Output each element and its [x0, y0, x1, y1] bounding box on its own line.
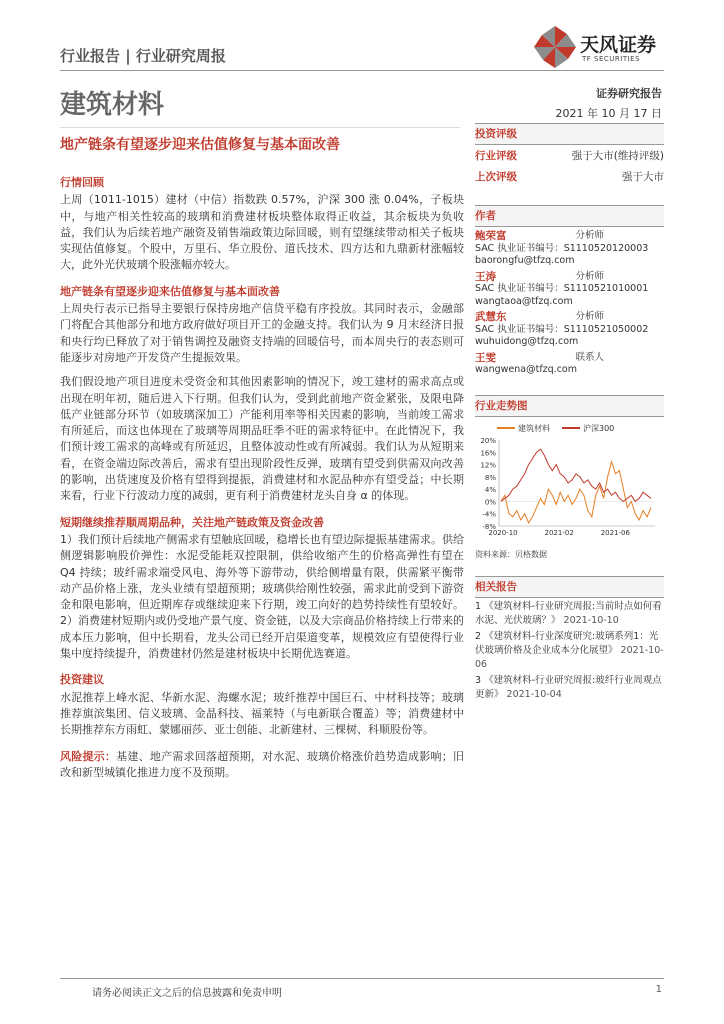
risk-paragraph [60, 749, 464, 782]
related-list [475, 600, 664, 702]
report-date: 2021 年 10 月 17 日 [555, 107, 662, 120]
logo-pinwheel-icon [534, 26, 576, 68]
y-tick-label: -4% [482, 510, 496, 519]
paragraph: 水泥推荐上峰水泥、华新水泥、海螺水泥；玻纤推荐中国巨石、中材科技等；玻璃推荐旗滨集团、信义玻璃、金晶科技、福莱特（与电新联合覆盖）等；消费建材中长期推荐东方雨虹、蒙娜丽莎、亚士创能、北新建材、三棵树、科顺股份等。 [60, 690, 464, 737]
author-block [475, 352, 664, 377]
author-block [475, 311, 664, 349]
rating-value: 强于大市 [622, 171, 664, 183]
rating-row [475, 145, 664, 166]
trend-chart-svg [475, 434, 664, 544]
footer-divider [60, 978, 664, 979]
author-license: SAC 执业证书编号：S1110520120003 [475, 242, 649, 254]
author-email[interactable]: wangwena@tfzq.com [475, 364, 577, 375]
author-block [475, 271, 664, 309]
section-heading: 地产链条有望逐步迎来估值修复与基本面改善 [60, 284, 280, 298]
paragraph: 上周（1011-1015）建材（中信）指数跌 0.57%，沪深 300 涨 0.04%，子板块中，与地产相关性较高的玻璃和消费建材板块整体取得正收益，其余板块为负收益，我们认为后续若地产融资及销售端政策边际回暖，则有望继续带动相关子板块实现估值修复。个股中，万里石、华立股份、道氏技术、四方达和九鼎新材涨幅较大，此外光伏玻璃个股涨幅亦较大。 [60, 193, 464, 272]
author-heading: 作者 [475, 205, 664, 227]
author-role: 分析师 [575, 270, 604, 282]
related-title[interactable]: 2 《建筑材料-行业深度研究:玻璃系列1：光伏玻璃价格及企业成本分化展望》 [475, 630, 659, 656]
related-item[interactable] [475, 600, 664, 628]
author-role: 分析师 [575, 230, 604, 241]
title-divider [60, 127, 460, 128]
series-line-沪深300 [501, 449, 651, 501]
author-name: 王涛 [475, 270, 496, 283]
rating-label: 上次评级 [475, 171, 517, 183]
trend-chart [475, 423, 664, 547]
author-block [475, 230, 664, 268]
author-license: SAC 执业证书编号：S1110521010001 [475, 283, 649, 294]
author-name: 王雯 [475, 351, 496, 364]
report-category: 证券研究报告 [596, 87, 662, 100]
x-tick-label: 2021-06 [600, 528, 630, 537]
chart-legend [475, 423, 664, 434]
rating-value: 强于大市(维持评级) [571, 150, 664, 162]
author-email[interactable]: baorongfu@tfzq.com [475, 255, 575, 266]
risk-label: 风险提示： [60, 749, 117, 763]
section-heading: 行情回顾 [60, 176, 104, 189]
page-number: 1 [655, 984, 662, 995]
section-heading: 短期继续推荐顺周期品种，关注地产链政策及资金改善 [60, 515, 324, 529]
paragraph: 1）我们预计后续地产侧需求有望触底回暖，稳增长也有望边际提振基建需求。供给侧逻辑影响股价弹性：水泥受能耗双控限制，供给收缩产生的价格高弹性有望在 Q4 持续；玻纤需求端受风电、海外等下游带动，供给侧增量有限，供需紧平衡带动产品价格上涨，龙头业绩有望超预期；玻璃供给刚性较强，需求此前受到下游资金和限电影响，但近期库存或继续迎来下行期，竣工向好的趋势持续性有望较好。2）消费建材短期内或仍受地产景气度、资金链，以及大宗商品价格持续上行带来的成本压力影响，但中长期看，龙头公司已经开启渠道变革，规模效应有望使得行业集中度持续提升，消费建材仍然是建材板块中长期优选赛道。 [60, 532, 464, 661]
related-title[interactable]: 3 《建筑材料-行业研究周报:玻纤行业周观点更新》 [475, 674, 662, 700]
y-tick-label: 0% [484, 497, 496, 506]
author-name: 武慧东 [475, 311, 507, 323]
rating-heading: 投资评级 [475, 123, 664, 145]
legend-swatch [497, 427, 515, 429]
author-role: 分析师 [575, 311, 604, 322]
report-type: 行业报告 | 行业研究周报 [60, 47, 226, 65]
related-date: 2021-10-06 [475, 644, 664, 670]
author-role: 联系人 [575, 351, 604, 363]
author-license: SAC 执业证书编号：S1110521050002 [475, 323, 649, 335]
chart-source: 资料来源：贝格数据 [475, 549, 547, 559]
x-tick-label: 2020-10 [488, 528, 518, 537]
author-name: 鲍荣富 [475, 230, 507, 242]
sidebar [475, 123, 664, 702]
rating-row [475, 166, 664, 187]
risk-text: 基建、地产需求回落超预期，对水泥、玻璃价格涨价趋势造成影响；旧改和新型城镇化推进力度不及预期。 [60, 749, 465, 779]
paragraph: 我们假设地产项目进度未受资金和其他因素影响的情况下，竣工建材的需求高点或出现在明年初，随后进入下行期。但我们认为，受到此前地产资金紧张，及限电降低产业链部分环节（如玻璃深加工）产能利用率等相关因素的影响，当前竣工需求有所延后，而这也体现在了玻璃等周期品旺季不旺的需求特征中。在此情况下，我们预计竣工需求的高峰或有所延迟，且整体波动性或有所减弱。我们认为从短期来看，在资金端边际改善后，需求有望出现阶段性反弹，玻璃有望受到供需双向改善的影响，出货速度及价格有望得到提振，消费建材和水泥品种亦有望受益；中长期来看，行业下行波动力度的减弱，更有利于消费建材龙头自身 α 的体现。 [60, 375, 464, 503]
related-date: 2021-10-10 [563, 614, 619, 626]
trend-heading: 行业走势图 [475, 395, 664, 417]
related-title[interactable]: 1 《建筑材料-行业研究周报:当前时点如何看水泥、光伏玻璃？》 [475, 600, 662, 626]
legend-item [562, 423, 614, 434]
legend-swatch [562, 427, 580, 429]
footer-disclaimer: 请务必阅读正文之后的信息披露和免责申明 [92, 988, 282, 999]
y-tick-label: 8% [484, 473, 496, 482]
report-title: 地产链条有望逐步迎来估值修复与基本面改善 [60, 137, 340, 153]
main-content [60, 175, 464, 781]
author-email[interactable]: wuhuidong@tfzq.com [475, 336, 579, 347]
author-email[interactable]: wangtaoa@tfzq.com [475, 295, 573, 307]
section-heading: 投资建议 [60, 673, 104, 687]
logo-text-cn: 天风证券 [580, 34, 657, 56]
y-tick-label: -8% [482, 522, 496, 531]
series-line-建筑材料 [501, 461, 651, 522]
logo-text-en: TF SECURITIES [582, 55, 641, 63]
sector-title: 建筑材料 [60, 90, 165, 120]
related-item[interactable] [475, 674, 664, 702]
rating-label: 行业评级 [475, 150, 517, 162]
x-tick-label: 2021-02 [544, 528, 574, 537]
legend-label: 沪深300 [583, 423, 615, 433]
y-tick-label: 4% [484, 485, 496, 494]
related-item[interactable] [475, 630, 664, 672]
related-heading: 相关报告 [475, 576, 664, 598]
header-divider [60, 70, 664, 71]
related-date: 2021-10-04 [506, 688, 562, 700]
y-tick-label: 16% [480, 448, 496, 457]
legend-item [497, 423, 550, 434]
y-tick-label: 12% [480, 461, 496, 470]
legend-label: 建筑材料 [518, 423, 550, 433]
paragraph: 上周央行表示已指导主要银行保持房地产信贷平稳有序投放。其同时表示，金融部门将配合其他部分和地方政府做好项目开工的金融支持。我们认为 9 月末经济日报和央行均已释放了对于销售调控及融资支持端的回暖信号，而本周央行的表态则可能逐步对房地产开发贷产生提振效果。 [60, 302, 464, 364]
y-tick-label: 20% [480, 436, 496, 445]
